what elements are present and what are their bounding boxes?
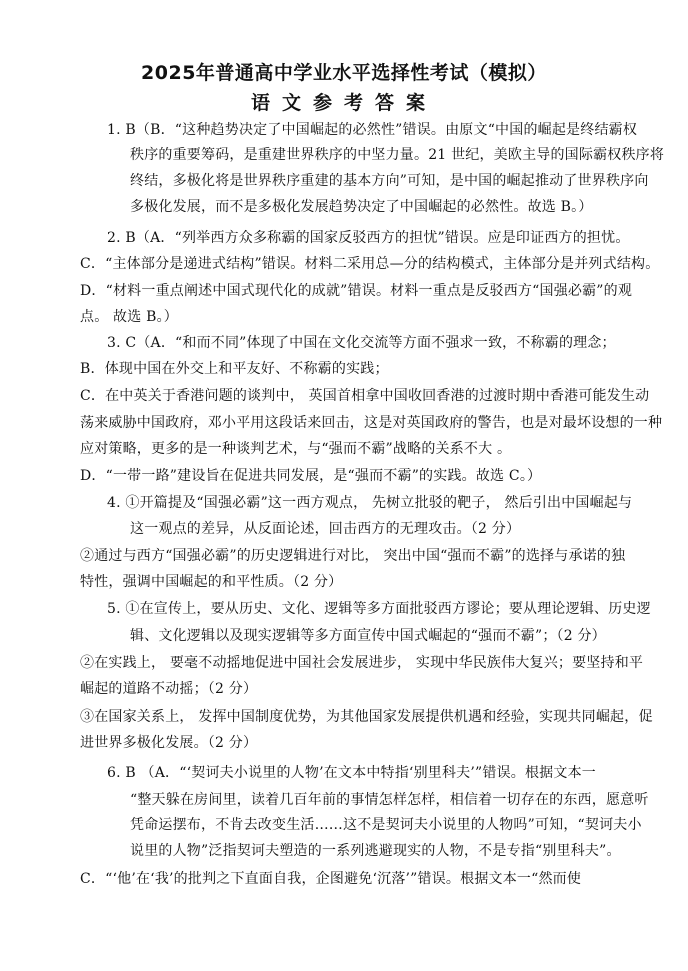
text-line: 1. B（B．“这种趋势决定了中国崛起的必然性”错误。由原文“中国的崛起是终结霸权 [107, 122, 638, 138]
text-line: 6. B （A．“‘契诃夫小说里的人物’在文本中特指‘别里科夫’”错误。根据文本一 [107, 765, 596, 781]
text-line: 特性，强调中国崛起的和平性质。（2 分） [80, 574, 343, 590]
text-line: C．“‘他’在‘我’的批判之下直面自我，企图避免‘沉落’”错误。根据文本一“然而使 [80, 871, 582, 887]
text-line: ②通过与西方“国强必霸”的历史逻辑进行对比， 突出中国“强而不霸”的选择与承诺的独 [80, 548, 626, 564]
text-line: C．“主体部分是递进式结构”错误。材料二采用总—分的结构模式，主体部分是并列式结构。 [80, 256, 660, 272]
text-line: 崛起的道路不动摇；（2 分） [80, 681, 258, 697]
text-line: 多极化发展，而不是多极化发展趋势决定了中国崛起的必然性。故选 B。） [130, 199, 593, 215]
text-line: 说里的人物”泛指契诃夫塑造的一系列逃避现实的人物，不是专指“别里科夫”。 [130, 843, 621, 859]
text-line: 这一观点的差异，从反面论述，回击西方的无理攻击。（2 分） [130, 521, 521, 537]
text-line: 进世界多极化发展。（2 分） [80, 735, 258, 751]
text-line: 应对策略，更多的是一种谈判艺术，与“强而不霸”战略的关系不大 。 [80, 441, 512, 457]
text-line: 辑、文化逻辑以及现实逻辑等多方面宣传中国式崛起的“强而不霸”；（2 分） [130, 628, 606, 644]
text-line: 2. B（A．“列举西方众多称霸的国家反驳西方的担忧”错误。应是印证西方的担忧。 [107, 230, 630, 246]
text-line: 终结，多极化将是世界秩序重建的基本方向”可知，是中国的崛起推动了世界秩序向 [130, 173, 649, 189]
text-line: 3. C（A．“和而不同”体现了中国在文化交流等方面不强求一致，不称霸的理念； [107, 335, 616, 351]
text-line: ③在国家关系上， 发挥中国制度优势，为其他国家发展提供机遇和经验，实现共同崛起，促 [80, 709, 653, 725]
text-line: 点。 故选 B。） [80, 309, 178, 325]
text-line: 4. ①开篇提及“国强必霸”这一西方观点， 先树立批驳的靶子， 然后引出中国崛起与 [107, 495, 633, 511]
document-title: 2025年普通高中学业水平选择性考试（模拟） [141, 62, 547, 84]
text-line: ②在实践上， 要毫不动摇地促进中国社会发展进步， 实现中华民族伟大复兴；要坚持和平 [80, 655, 644, 671]
text-line: “整天躲在房间里，读着几百年前的事情怎样怎样，相信着一切存在的东西，愿意听 [130, 792, 649, 808]
text-line: 荡来威胁中国政府，邓小平用这段话来回击，这是对英国政府的警告，也是对最坏设想的一种 [80, 415, 663, 431]
text-line: D．“一带一路”建设旨在促进共同发展，是“强而不霸”的实践。故选 C。） [80, 468, 542, 484]
text-line: 秩序的重要筹码，是重建世界秩序的中坚力量。21 世纪，美欧主导的国际霸权秩序将 [130, 147, 665, 163]
text-line: 5. ①在宣传上，要从历史、文化、逻辑等多方面批驳西方谬论；要从理论逻辑、历史逻 [107, 601, 651, 617]
text-line: C．在中英关于香港问题的谈判中， 英国首相拿中国收回香港的过渡时期中香港可能发生动 [80, 388, 650, 404]
text-line: B．体现中国在外交上和平友好、不称霸的实践； [80, 361, 389, 377]
text-line: 凭命运摆布，不肯去改变生活……这不是契诃夫小说里的人物吗”可知，“契诃夫小 [130, 817, 642, 833]
text-line: D．“材料一重点阐述中国式现代化的成就”错误。材料一重点是反驳西方“国强必霸”的观 [80, 283, 633, 299]
document-subtitle: 语文参考答案 [250, 92, 437, 114]
